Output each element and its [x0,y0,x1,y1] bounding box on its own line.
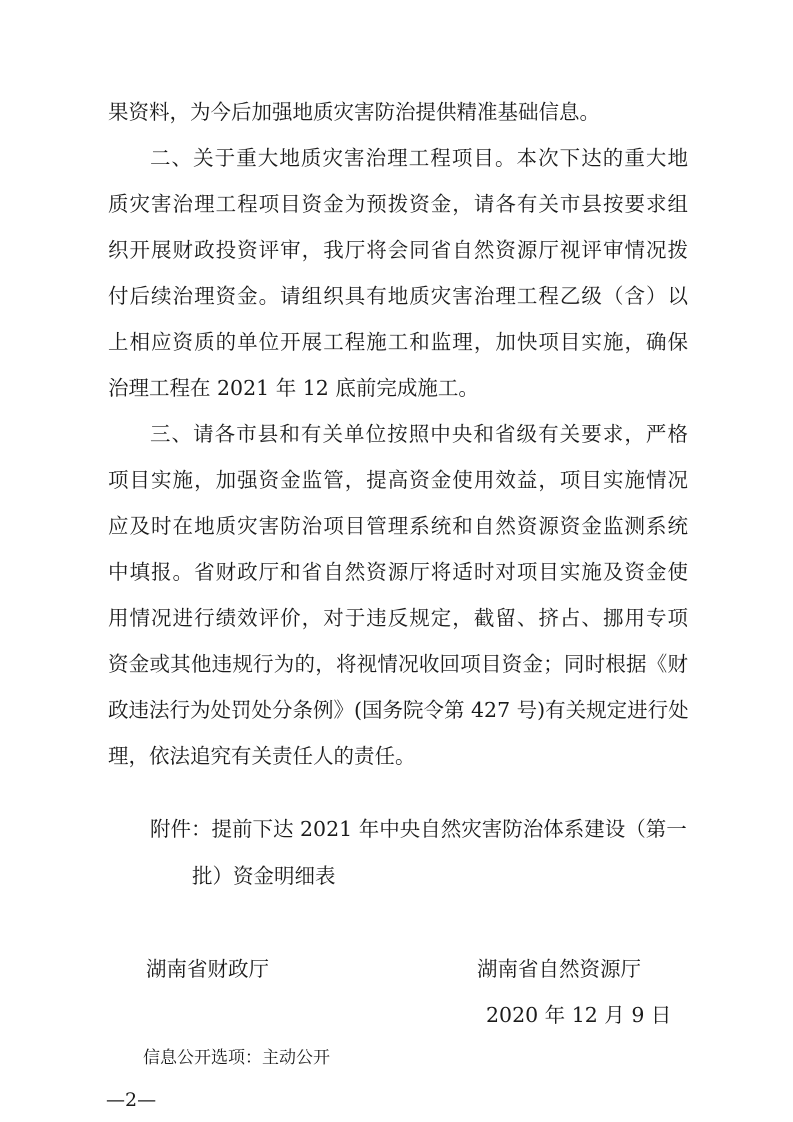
signer-right: 湖南省自然资源厅 [477,957,641,981]
paragraph-2-line: 织开展财政投资评审，我厅将会同省自然资源厅视评审情况拨 [108,238,688,262]
paragraph-2-line: 上相应资质的单位开展工程施工和监理，加快项目实施，确保 [108,330,688,354]
attachment-line: 附件：提前下达 2021 年中央自然灾害防治体系建设（第一 [150,817,687,841]
paragraph-2-line: 治理工程在 2021 年 12 底前完成施工。 [108,376,479,400]
paragraph-3-line: 中填报。省财政厅和省自然资源厅将适时对项目实施及资金使 [108,560,688,584]
paragraph-2-line: 二、关于重大地质灾害治理工程项目。本次下达的重大地 [150,146,688,170]
paragraph-3-line: 项目实施，加强资金监管，提高资金使用效益，项目实施情况 [108,468,688,492]
paragraph-3-line: 应及时在地质灾害防治项目管理系统和自然资源资金监测系统 [108,514,688,538]
issue-date: 2020 年 12 月 9 日 [486,1003,672,1027]
paragraph-3-line: 政违法行为处罚处分条例》(国务院令第 427 号)有关规定进行处 [108,698,689,722]
page-number: —2— [106,1089,157,1111]
paragraph-2-line: 质灾害治理工程项目资金为预拨资金，请各有关市县按要求组 [108,192,688,216]
paragraph-3-line: 理，依法追究有关责任人的责任。 [108,744,416,768]
paragraph-3-line: 资金或其他违规行为的，将视情况收回项目资金；同时根据《财 [108,652,688,676]
paragraph-3-line: 用情况进行绩效评价，对于违反规定，截留、挤占、挪用专项 [108,606,688,630]
attachment-line-continued: 批）资金明细表 [192,864,336,888]
paragraph-2-line: 付后续治理资金。请组织具有地质灾害治理工程乙级（含）以 [108,284,688,308]
signer-left: 湖南省财政厅 [146,957,269,981]
paragraph-1-tail: 果资料，为今后加强地质灾害防治提供精准基础信息。 [108,100,600,124]
disclosure-option: 信息公开选项：主动公开 [143,1048,330,1068]
paragraph-3-line: 三、请各市县和有关单位按照中央和省级有关要求，严格 [150,422,688,446]
